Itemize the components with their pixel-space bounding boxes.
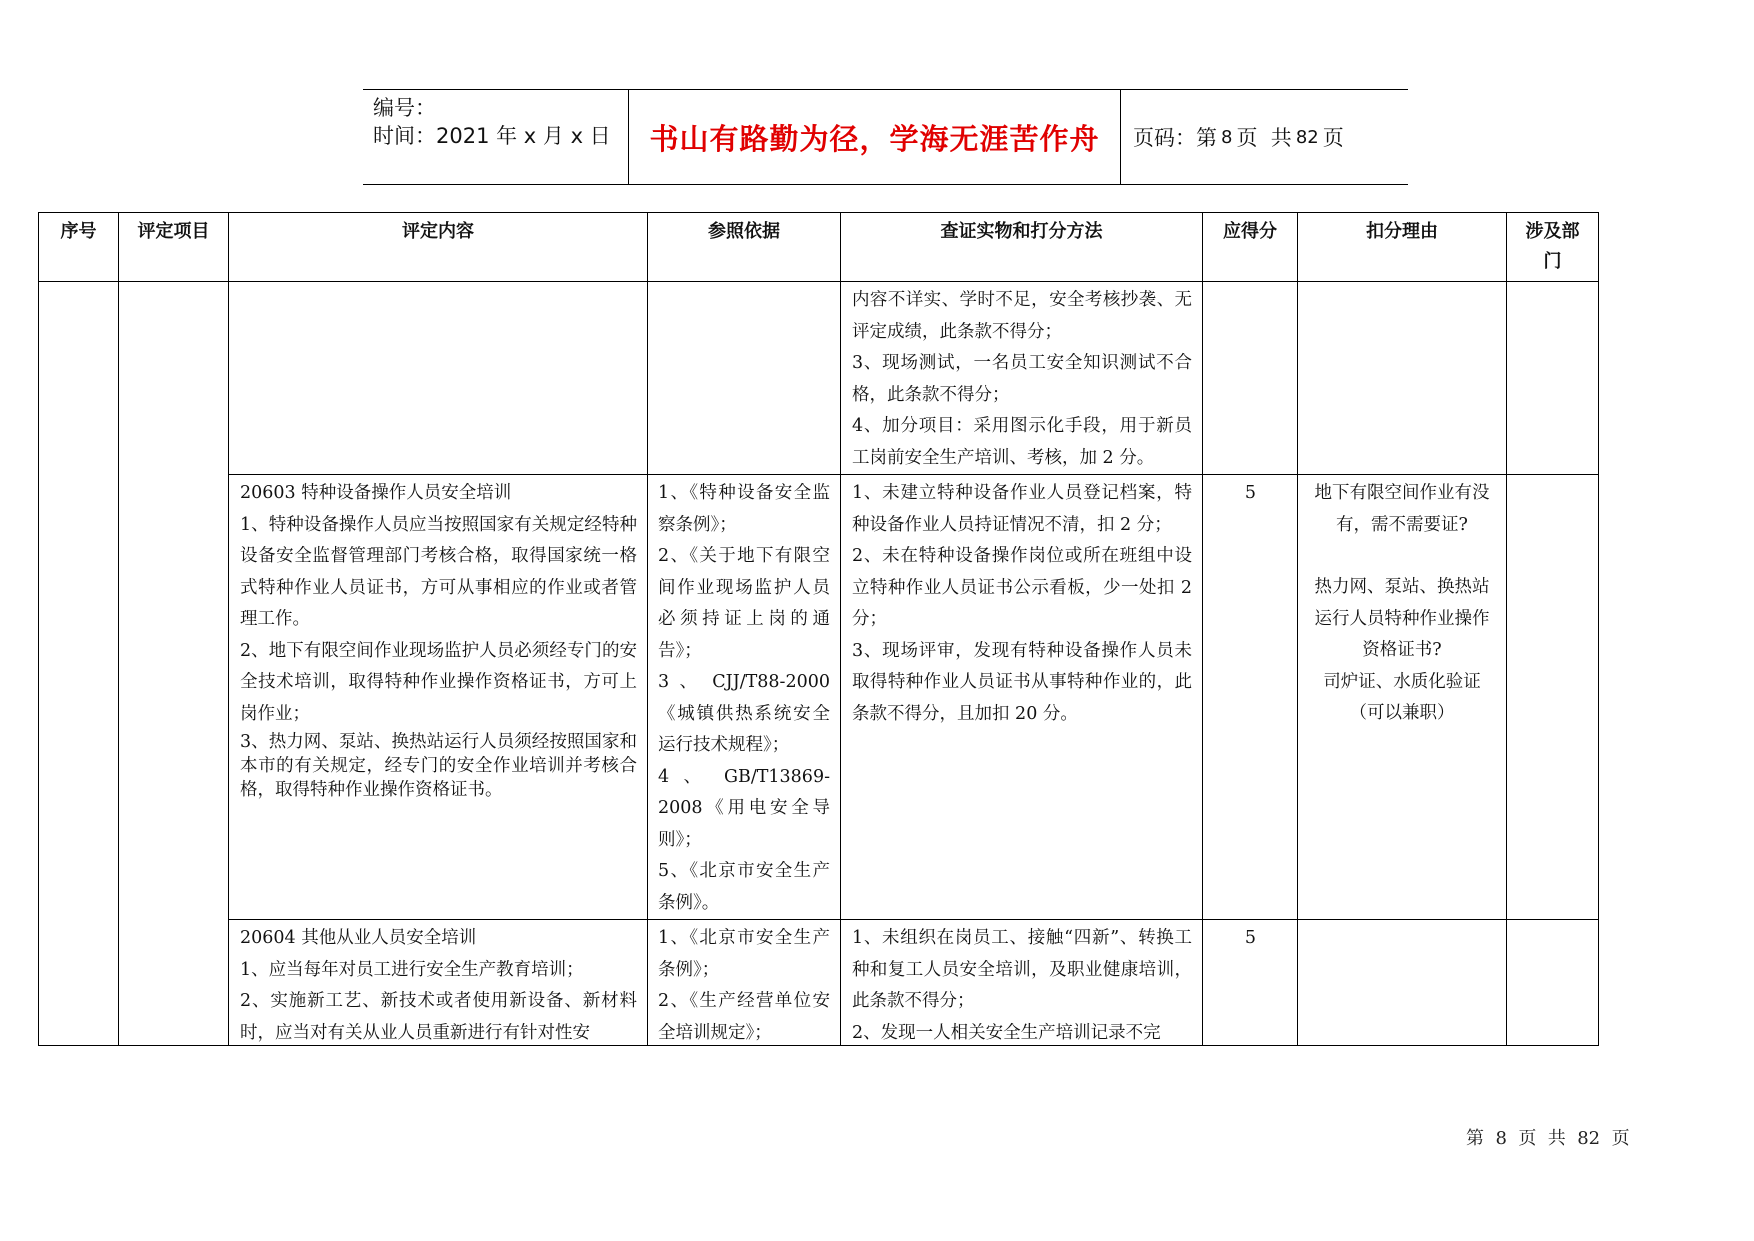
item-cell [119, 282, 229, 1046]
assessment-table [38, 212, 1599, 1046]
content-cell [229, 475, 648, 920]
score-cell [1203, 282, 1298, 475]
document-header [363, 89, 1408, 185]
reference-cell [648, 920, 841, 1046]
method-line: 1、未建立特种设备作业人员登记档案，特种设备作业人员持证情况不清，扣 2 分； [852, 483, 1192, 535]
table-row [39, 475, 1599, 920]
col-header-content: 评定内容 [229, 213, 648, 282]
col-header-reference: 参照依据 [648, 213, 841, 282]
index-cell [39, 282, 119, 1046]
header-divider [1120, 90, 1121, 184]
reason-cell [1298, 475, 1507, 920]
reference-line: 5、《北京市安全生产条例》。 [658, 861, 830, 913]
method-line: 3、现场测试，一名员工安全知识测试不合格，此条款不得分； [852, 353, 1192, 405]
reference-line: 2、《生产经营单位安全培训规定》； [658, 991, 830, 1043]
content-line: 2、实施新工艺、新技术或者使用新设备、新材料时，应当对有关从业人员重新进行有针对性安 [240, 991, 637, 1043]
page-footer: 第 8 页 共 82 页 [1466, 1128, 1630, 1149]
reason-spacer [1306, 541, 1498, 572]
method-line: 内容不详实、学时不足，安全考核抄袭、无评定成绩，此条款不得分； [852, 290, 1192, 342]
reference-line: 3 、 CJJ/T88-2000《城镇供热系统安全运行技术规程》； [658, 672, 830, 755]
col-header-score: 应得分 [1203, 213, 1298, 282]
score-value: 5 [1244, 483, 1257, 503]
score-cell [1203, 920, 1298, 1046]
dept-cell [1507, 282, 1599, 475]
dept-cell [1507, 475, 1599, 920]
method-line: 2、未在特种设备操作岗位或所在班组中设立特种作业人员证书公示看板，少一处扣 2 分； [852, 546, 1192, 629]
content-cell [229, 282, 648, 475]
reference-line: 1、《特种设备安全监察条例》； [658, 483, 830, 535]
reason-line: 地下有限空间作业有没有，需不需要证? [1314, 483, 1490, 535]
table-row [39, 282, 1599, 475]
content-line: 3、热力网、泵站、换热站运行人员须经按照国家和本市的有关规定，经专门的安全作业培训并考核合格，取得特种作业操作资格证书。 [240, 732, 637, 800]
reason-line: 热力网、泵站、换热站运行人员特种作业操作资格证书? [1314, 577, 1490, 660]
reason-cell [1298, 920, 1507, 1046]
serial-label: 编号： [373, 96, 436, 120]
method-line: 4、加分项目：采用图示化手段，用于新员工岗前安全生产培训、考核，加 2 分。 [852, 416, 1192, 468]
col-header-method: 查证实物和打分方法 [841, 213, 1203, 282]
date-line: 时间：2021 年 x 月 x 日 [373, 124, 611, 148]
header-page-indicator [1133, 90, 1344, 184]
content-line: 2、地下有限空间作业现场监护人员必须经专门的安全技术培训，取得特种作业操作资格证书，方可上岗作业； [240, 640, 637, 724]
table-row [39, 920, 1599, 1046]
col-header-dept [1507, 213, 1599, 282]
method-line: 1、未组织在岗员工、接触“四新”、转换工种和复工人员安全培训，及职业健康培训，此条款不得分； [852, 928, 1192, 1011]
content-line: 1、特种设备操作人员应当按照国家有关规定经特种设备安全监督管理部门考核合格，取得国家统一格式特种作业人员证书，方可从事相应的作业或者管理工作。 [240, 514, 637, 629]
col-header-item: 评定项目 [119, 213, 229, 282]
header-meta [373, 94, 623, 150]
content-cell [229, 920, 648, 1046]
page-suffix: 页 [1322, 126, 1344, 150]
col-header-reason: 扣分理由 [1298, 213, 1507, 282]
page-total: 82 [1295, 126, 1319, 148]
reference-cell [648, 282, 841, 475]
content-line: 1、应当每年对员工进行安全生产教育培训； [240, 959, 584, 980]
method-cell [841, 282, 1203, 475]
content-title: 20604 其他从业人员安全培训 [240, 928, 477, 948]
reference-line: 2、《关于地下有限空间作业现场监护人员必须持证上岗的通告》； [658, 546, 830, 661]
col-header-index: 序号 [39, 213, 119, 282]
reason-cell [1298, 282, 1507, 475]
page-number: 8 [1221, 126, 1233, 148]
table-header-row [39, 213, 1599, 282]
score-cell [1203, 475, 1298, 920]
reference-line: 4 、 GB/T13869-2008《用电安全导则》； [658, 766, 830, 850]
dept-cell [1507, 920, 1599, 1046]
page-prefix: 页码：第 [1133, 126, 1217, 150]
score-value: 5 [1244, 928, 1257, 948]
reference-cell [648, 475, 841, 920]
header-motto: 书山有路勤为径，学海无涯苦作舟 [649, 121, 1100, 156]
method-cell [841, 920, 1203, 1046]
col-header-dept-label: 涉及部门 [1525, 221, 1580, 272]
method-cell [841, 475, 1203, 920]
page-mid: 页 共 [1236, 126, 1292, 150]
reason-line: 司炉证、水质化验证（可以兼职） [1323, 671, 1481, 723]
reference-line: 1、《北京市安全生产条例》； [658, 928, 830, 980]
content-title: 20603 特种设备操作人员安全培训 [240, 483, 512, 503]
method-line: 2、发现一人相关安全生产培训记录不完 [852, 1022, 1161, 1043]
method-line: 3、现场评审，发现有特种设备操作人员未取得特种作业人员证书从事特种作业的，此条款不得分，且加扣 20 分。 [852, 640, 1192, 724]
